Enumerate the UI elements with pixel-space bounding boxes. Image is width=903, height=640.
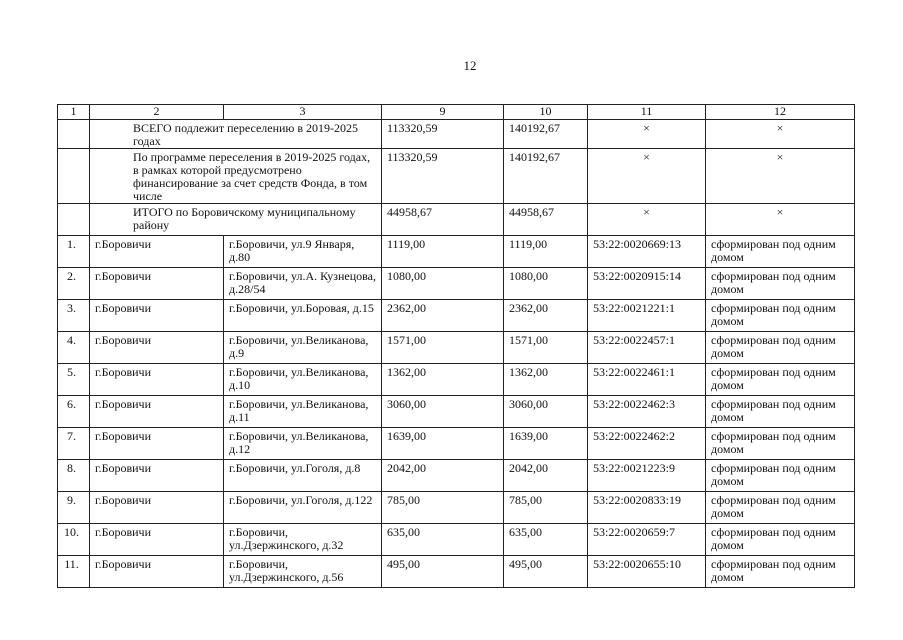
- cadastral-number-cell: 53:22:0020669:13: [588, 236, 706, 268]
- summary-col12: ×: [706, 120, 855, 149]
- table-row: [58, 492, 855, 524]
- status-cell: сформирован под одним домом: [706, 428, 855, 460]
- town-cell: г.Боровичи: [90, 268, 224, 300]
- page-number: 12: [463, 58, 477, 73]
- town-cell: г.Боровичи: [90, 524, 224, 556]
- status-cell: сформирован под одним домом: [706, 236, 855, 268]
- status-cell: сформирован под одним домом: [706, 268, 855, 300]
- cadastral-number-cell: 53:22:0021223:9: [588, 460, 706, 492]
- area-col9-cell: 1119,00: [382, 236, 504, 268]
- area-col10-cell: 2362,00: [504, 300, 588, 332]
- column-header: 12: [706, 105, 855, 120]
- row-number: 9.: [58, 492, 90, 524]
- summary-col11: ×: [588, 149, 706, 204]
- town-cell: г.Боровичи: [90, 236, 224, 268]
- row-number: 4.: [58, 332, 90, 364]
- area-col10-cell: 1119,00: [504, 236, 588, 268]
- town-cell: г.Боровичи: [90, 556, 224, 588]
- address-cell: г.Боровичи, ул.А. Кузнецова, д.28/54: [224, 268, 382, 300]
- row-number: 2.: [58, 268, 90, 300]
- status-cell: сформирован под одним домом: [706, 524, 855, 556]
- area-col9-cell: 1571,00: [382, 332, 504, 364]
- summary-row-program: [58, 149, 855, 204]
- table-row: [58, 524, 855, 556]
- area-col9-cell: 1080,00: [382, 268, 504, 300]
- row-number: 8.: [58, 460, 90, 492]
- town-cell: г.Боровичи: [90, 396, 224, 428]
- column-number-header-row: [58, 105, 855, 120]
- area-col10-cell: 495,00: [504, 556, 588, 588]
- empty-cell: [58, 204, 90, 236]
- summary-col9: 113320,59: [382, 120, 504, 149]
- area-col9-cell: 635,00: [382, 524, 504, 556]
- cadastral-number-cell: 53:22:0020659:7: [588, 524, 706, 556]
- summary-label: ВСЕГО подлежит переселению в 2019-2025 годах: [90, 120, 382, 149]
- row-number: 3.: [58, 300, 90, 332]
- column-header: 2: [90, 105, 224, 120]
- table-row: [58, 364, 855, 396]
- summary-label: ИТОГО по Боровичскому муниципальному району: [90, 204, 382, 236]
- summary-col10: 140192,67: [504, 149, 588, 204]
- summary-row-total: [58, 120, 855, 149]
- town-cell: г.Боровичи: [90, 300, 224, 332]
- area-col10-cell: 1080,00: [504, 268, 588, 300]
- area-col10-cell: 1639,00: [504, 428, 588, 460]
- area-col10-cell: 1571,00: [504, 332, 588, 364]
- area-col10-cell: 3060,00: [504, 396, 588, 428]
- table-row: [58, 396, 855, 428]
- cadastral-number-cell: 53:22:0022461:1: [588, 364, 706, 396]
- area-col10-cell: 1362,00: [504, 364, 588, 396]
- column-header: 10: [504, 105, 588, 120]
- row-number: 11.: [58, 556, 90, 588]
- summary-col9: 113320,59: [382, 149, 504, 204]
- summary-col11: ×: [588, 120, 706, 149]
- area-col9-cell: 2042,00: [382, 460, 504, 492]
- status-cell: сформирован под одним домом: [706, 460, 855, 492]
- cadastral-number-cell: 53:22:0021221:1: [588, 300, 706, 332]
- address-cell: г.Боровичи, ул.Дзержинского, д.32: [224, 524, 382, 556]
- summary-row-district: [58, 204, 855, 236]
- cadastral-number-cell: 53:22:0022457:1: [588, 332, 706, 364]
- row-number: 7.: [58, 428, 90, 460]
- row-number: 6.: [58, 396, 90, 428]
- area-col9-cell: 1639,00: [382, 428, 504, 460]
- column-header: 11: [588, 105, 706, 120]
- town-cell: г.Боровичи: [90, 428, 224, 460]
- table-row: [58, 556, 855, 588]
- town-cell: г.Боровичи: [90, 364, 224, 396]
- table-row: [58, 460, 855, 492]
- status-cell: сформирован под одним домом: [706, 364, 855, 396]
- cadastral-number-cell: 53:22:0022462:2: [588, 428, 706, 460]
- row-number: 1.: [58, 236, 90, 268]
- summary-col12: ×: [706, 204, 855, 236]
- summary-col12: ×: [706, 149, 855, 204]
- area-col10-cell: 2042,00: [504, 460, 588, 492]
- address-cell: г.Боровичи, ул.Великанова, д.11: [224, 396, 382, 428]
- address-cell: г.Боровичи, ул.Великанова, д.10: [224, 364, 382, 396]
- summary-col10: 140192,67: [504, 120, 588, 149]
- empty-cell: [58, 149, 90, 204]
- address-cell: г.Боровичи, ул.Гоголя, д.122: [224, 492, 382, 524]
- town-cell: г.Боровичи: [90, 460, 224, 492]
- status-cell: сформирован под одним домом: [706, 332, 855, 364]
- address-cell: г.Боровичи, ул.9 Января, д.80: [224, 236, 382, 268]
- column-header: 9: [382, 105, 504, 120]
- column-header: 1: [58, 105, 90, 120]
- status-cell: сформирован под одним домом: [706, 556, 855, 588]
- row-number: 5.: [58, 364, 90, 396]
- town-cell: г.Боровичи: [90, 332, 224, 364]
- column-header: 3: [224, 105, 382, 120]
- summary-col11: ×: [588, 204, 706, 236]
- resettlement-table: [57, 104, 855, 588]
- area-col9-cell: 2362,00: [382, 300, 504, 332]
- address-cell: г.Боровичи, ул.Дзержинского, д.56: [224, 556, 382, 588]
- cadastral-number-cell: 53:22:0020915:14: [588, 268, 706, 300]
- area-col9-cell: 785,00: [382, 492, 504, 524]
- address-cell: г.Боровичи, ул.Великанова, д.9: [224, 332, 382, 364]
- table-row: [58, 268, 855, 300]
- table-row: [58, 332, 855, 364]
- area-col10-cell: 635,00: [504, 524, 588, 556]
- cadastral-number-cell: 53:22:0020833:19: [588, 492, 706, 524]
- area-col9-cell: 1362,00: [382, 364, 504, 396]
- summary-col10: 44958,67: [504, 204, 588, 236]
- town-cell: г.Боровичи: [90, 492, 224, 524]
- address-cell: г.Боровичи, ул.Великанова, д.12: [224, 428, 382, 460]
- row-number: 10.: [58, 524, 90, 556]
- table-row: [58, 236, 855, 268]
- empty-cell: [58, 120, 90, 149]
- table-row: [58, 300, 855, 332]
- status-cell: сформирован под одним домом: [706, 396, 855, 428]
- status-cell: сформирован под одним домом: [706, 300, 855, 332]
- address-cell: г.Боровичи, ул.Гоголя, д.8: [224, 460, 382, 492]
- cadastral-number-cell: 53:22:0020655:10: [588, 556, 706, 588]
- area-col9-cell: 495,00: [382, 556, 504, 588]
- status-cell: сформирован под одним домом: [706, 492, 855, 524]
- summary-col9: 44958,67: [382, 204, 504, 236]
- table-row: [58, 428, 855, 460]
- address-cell: г.Боровичи, ул.Боровая, д.15: [224, 300, 382, 332]
- area-col9-cell: 3060,00: [382, 396, 504, 428]
- cadastral-number-cell: 53:22:0022462:3: [588, 396, 706, 428]
- area-col10-cell: 785,00: [504, 492, 588, 524]
- summary-label: По программе переселения в 2019-2025 годах, в рамках которой предусмотрено финансирование за счет средств Фонда, в том числе: [90, 149, 382, 204]
